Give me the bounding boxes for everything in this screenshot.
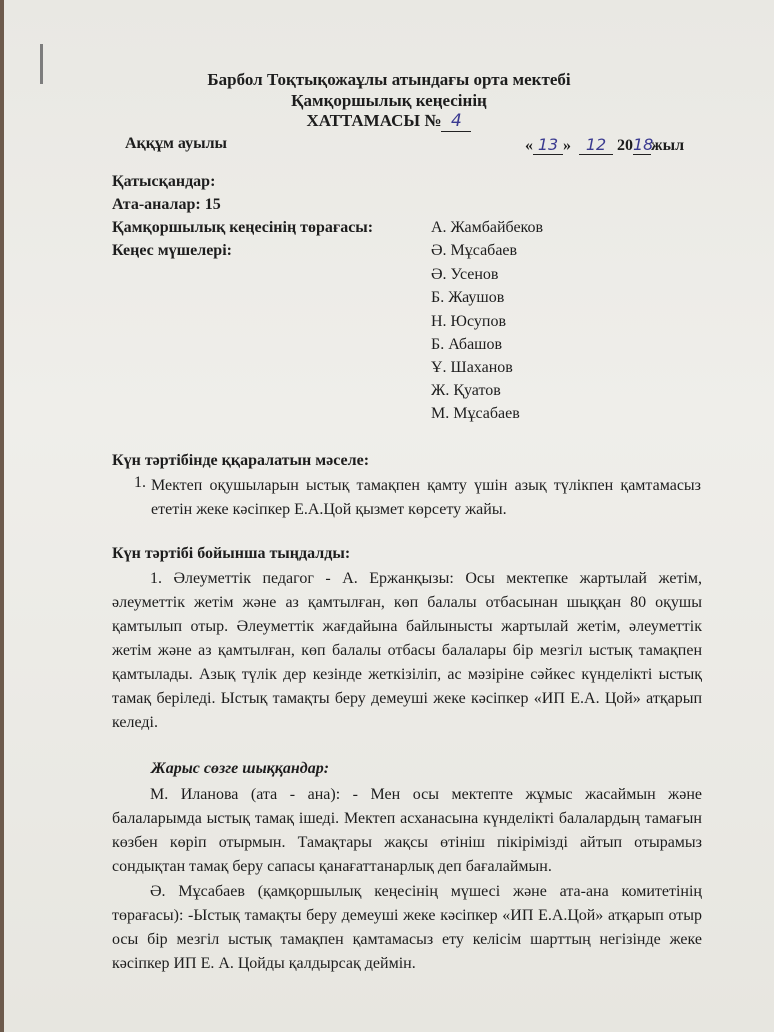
protocol-number: 4 — [441, 111, 471, 132]
agenda-item-number: 1. — [134, 474, 146, 491]
place-name: Аққұм ауылы — [125, 135, 228, 152]
agenda-title: Күн тәртібінде ққаралатын мәселе: — [112, 452, 370, 469]
speech-ilanova: М. Иланова (ата - ана): - Мен осы мектепте жұмыс жасаймын және балаларымда ыстық тамақ ішеді. Мектеп асханасына күнделікті балалардың тамағын көзбен көріп отырмын. Тамақтары жақсы өтініш пікірімізді айтып отырамыз сондықтан тамақ беру сапасы қанағаттанарлық деп бағалаймын. — [112, 786, 702, 875]
members-label: Кеңес мүшелері: — [112, 242, 232, 259]
protocol-title — [4, 111, 774, 132]
date-year-suffix: 18 — [633, 135, 654, 154]
member-name: М. Мұсабаев — [431, 405, 520, 422]
speech-musabaev: Ә. Мұсабаев (қамқоршылық кеңесінің мүшесі және ата-ана комитетінің төрағасы): -Ыстық тамақты беру демеуші жеке кәсіпкер «ИП Е.А.Цой» атқарып отыр осы бір мезгіл ыстық тамақпен қамтамасыз ету келісім шарттың негізінде жеке кәсіпкер ИП Е. А. Цойды қалдырсақ деймін. — [112, 883, 702, 972]
heard-text: 1. Әлеуметтік педагог - А. Ержанқызы: Осы мектепке жартылай жетім, әлеуметтік жетім және аз қамтылған, көп балалы отбасынан шыққан 80 оқушы қамтылып отыр. Әлеуметтік жағдайына байлынысты жартылай жетім, әлеуметтік жетім және аз қамтылған, көп балалы отбасы балалары бір мезгіл ыстық тамақпен қамтылады. Азық түлік дер кезінде жеткізіліп, ас мәзіріне сәйкес күнделікті ыстық тамақ беріледі. Ыстық тамақты беру демеуші жеке кәсіпкер «ИП Е.А. Цой» атқарып келеді. — [112, 570, 702, 731]
date-year-prefix: 20 — [617, 137, 633, 154]
school-name: Барбол Тоқтықожаұлы атындағы орта мектебі — [207, 70, 571, 89]
council-title: Қамқоршылық кеңесінің — [291, 91, 487, 110]
date-open-quote: « — [525, 137, 533, 154]
speakers-title: Жарыс сөзге шыққандар: — [151, 760, 330, 777]
agenda-item-text: Мектеп оқушыларын ыстық тамақпен қамту үшін азық түлікпен қамтамасыз ететін жеке кәсіпкер Е.А.Цой қызмет көрсету жайы. — [151, 477, 701, 518]
present-label: Қатысқандар: — [112, 173, 216, 190]
parents-count: Ата-аналар: 15 — [112, 196, 221, 213]
member-name: Б. Абашов — [431, 336, 503, 353]
member-name: Ә. Мұсабаев — [431, 242, 518, 259]
protocol-date — [525, 135, 684, 155]
date-day: 13 — [533, 135, 563, 155]
member-name: Н. Юсупов — [431, 313, 507, 330]
member-name: Б. Жаушов — [431, 289, 505, 306]
member-name: Ә. Усенов — [431, 266, 499, 283]
document-page — [4, 0, 774, 1032]
heard-title: Күн тәртібі бойынша тыңдалды: — [112, 545, 351, 562]
date-month: 12 — [579, 135, 613, 155]
member-name: Ж. Қуатов — [431, 382, 501, 399]
member-name: Ұ. Шаханов — [431, 359, 513, 376]
date-year-word: жыл — [651, 137, 685, 154]
chair-name: А. Жамбайбеков — [431, 219, 544, 236]
chair-label: Қамқоршылық кеңесінің төрағасы: — [112, 219, 374, 236]
protocol-label: ХАТТАМАСЫ № — [306, 111, 442, 130]
date-close-quote: » — [563, 137, 571, 154]
